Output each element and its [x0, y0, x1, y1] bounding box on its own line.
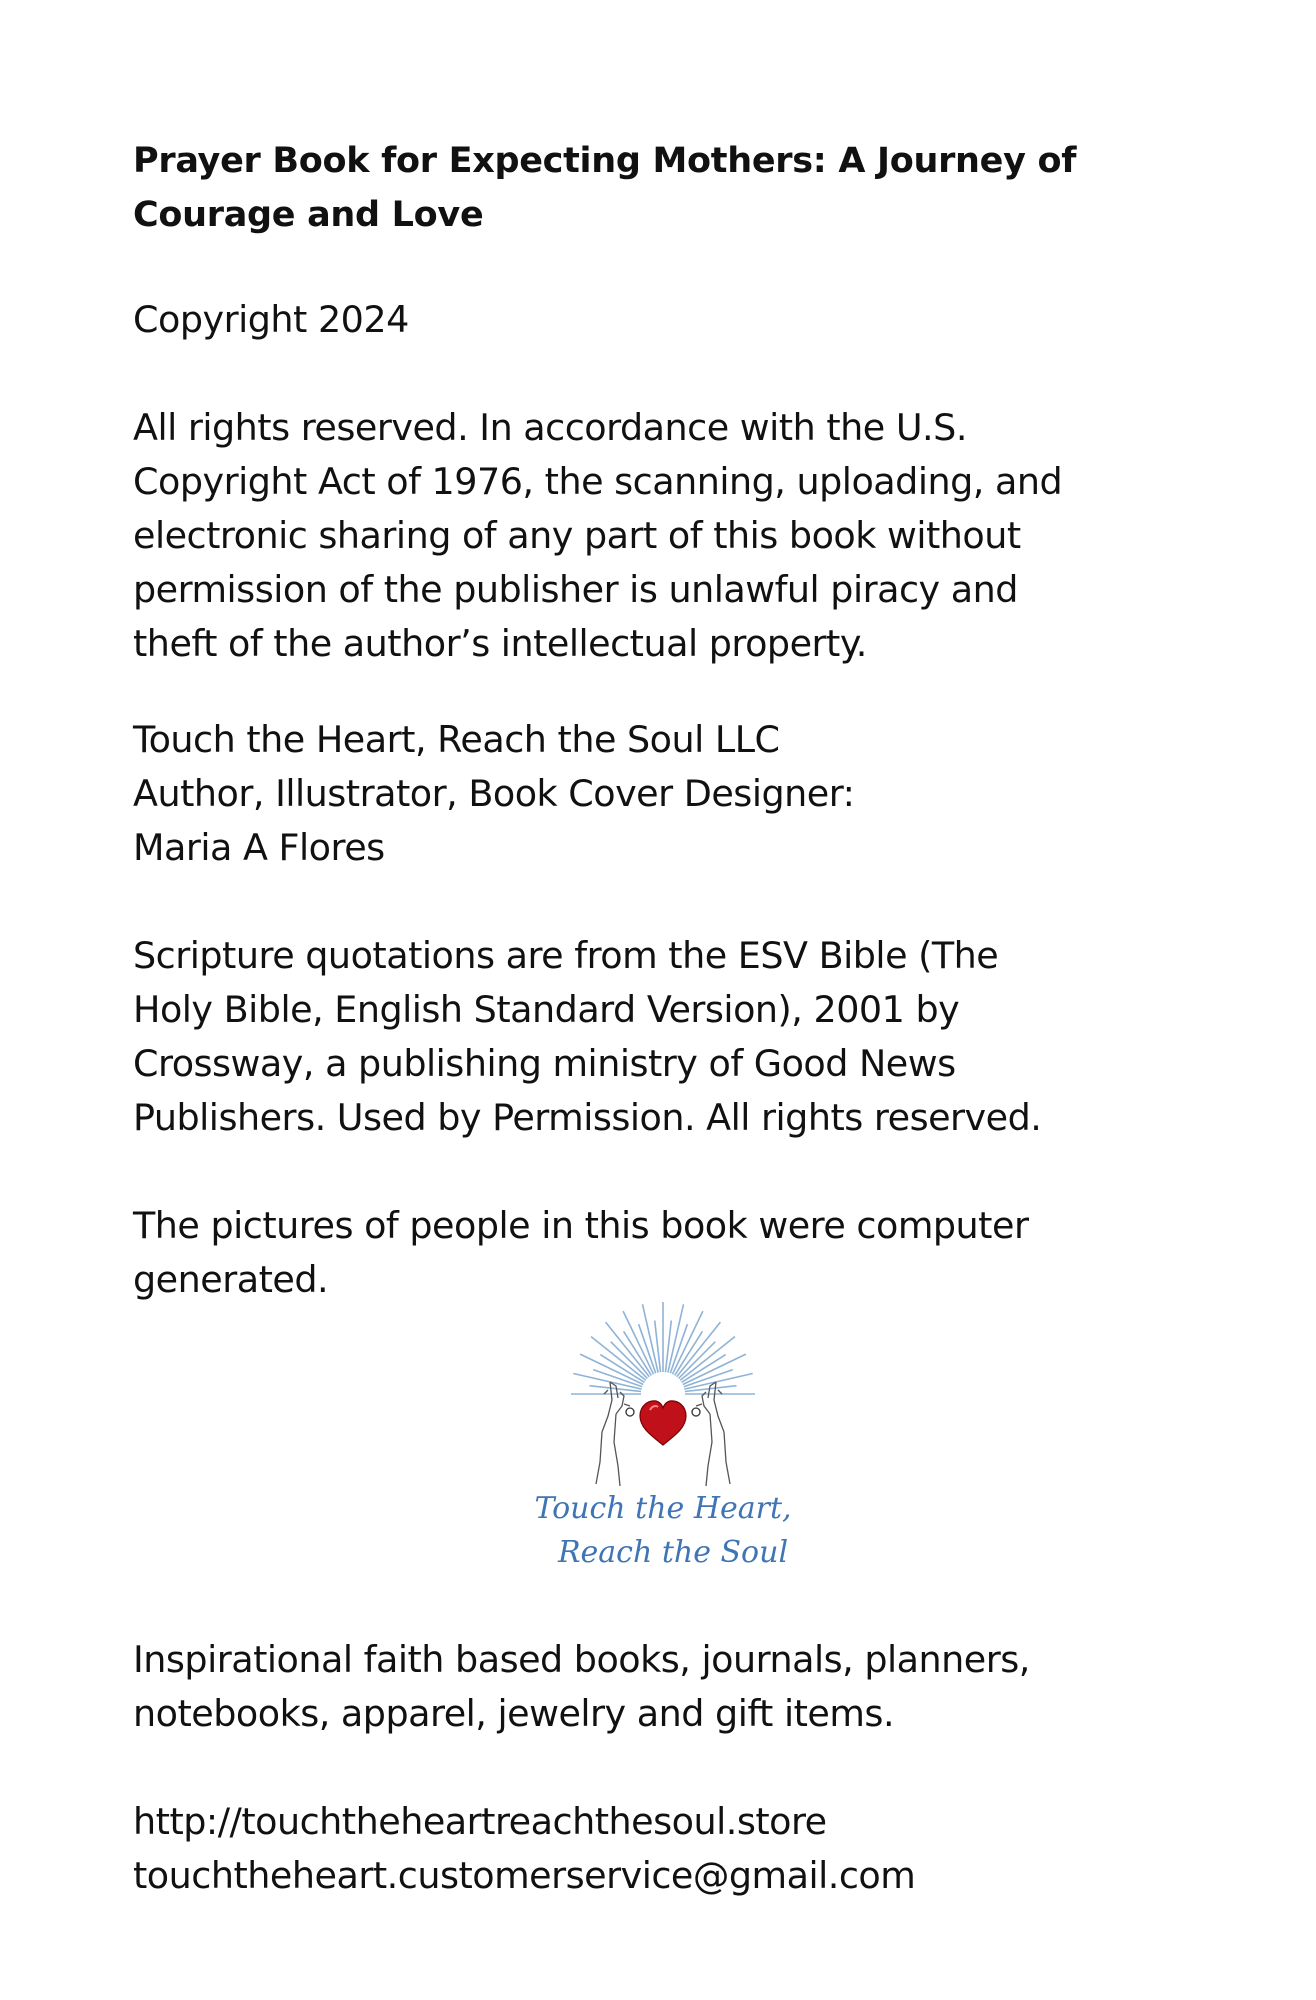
- left-hand-icon: [596, 1382, 634, 1486]
- heart-icon: [640, 1401, 686, 1445]
- sun-ray: [591, 1337, 646, 1381]
- copyright-notice: Copyright 2024: [133, 298, 409, 341]
- sun-ray: [573, 1374, 641, 1390]
- publisher-block: [133, 713, 1193, 875]
- rights-line: Copyright Act of 1976, the scanning, uploading, and: [133, 460, 1063, 503]
- scripture-line: Publishers. Used by Permission. All rights reserved.: [133, 1096, 1042, 1139]
- sun-ray: [680, 1337, 735, 1381]
- sun-ray: [643, 1304, 659, 1372]
- sun-rays-icon: [571, 1302, 755, 1394]
- pictures-line: generated.: [133, 1258, 329, 1301]
- tagline-line: Inspirational faith based books, journals, planners,: [133, 1638, 1030, 1681]
- sun-ray: [677, 1322, 721, 1377]
- scripture-line: Scripture quotations are from the ESV Bible (The: [133, 934, 999, 977]
- pictures-line: The pictures of people in this book were computer: [133, 1204, 1029, 1247]
- right-hand-icon: [692, 1382, 730, 1486]
- rights-line: theft of the author’s intellectual property.: [133, 622, 867, 665]
- logo-script-line-2: Reach the Soul: [557, 1535, 789, 1570]
- rights-statement: [133, 401, 1193, 671]
- book-title-line-1: Prayer Book for Expecting Mothers: A Journey of: [133, 141, 1077, 181]
- sun-ray: [668, 1304, 684, 1372]
- rights-line: All rights reserved. In accordance with the U.S.: [133, 406, 967, 449]
- scripture-line: Holy Bible, English Standard Version), 2001 by: [133, 988, 960, 1031]
- email-link[interactable]: touchtheheart.customerservice@gmail.com: [133, 1854, 916, 1897]
- book-title-line-2: Courage and Love: [133, 195, 484, 235]
- sun-ray: [606, 1322, 650, 1377]
- author-name: Maria A Flores: [133, 826, 385, 869]
- logo-script-line-1: Touch the Heart,: [534, 1491, 792, 1526]
- website-link[interactable]: http://touchtheheartreachthesoul.store: [133, 1800, 827, 1843]
- scripture-notice: [133, 929, 1193, 1145]
- scripture-line: Crossway, a publishing ministry of Good News: [133, 1042, 956, 1085]
- sun-ray: [580, 1354, 643, 1384]
- rights-line: electronic sharing of any part of this book without: [133, 514, 1021, 557]
- sun-ray: [623, 1311, 653, 1374]
- tagline: [133, 1633, 1193, 1741]
- publisher-name: Touch the Heart, Reach the Soul LLC: [133, 718, 780, 761]
- tagline-line: notebooks, apparel, jewelry and gift items.: [133, 1692, 895, 1735]
- rights-line: permission of the publisher is unlawful piracy and: [133, 568, 1018, 611]
- sun-ray: [683, 1354, 746, 1384]
- copyright-page: [133, 134, 1193, 1903]
- contact-block: [133, 1795, 1193, 1903]
- heart-with-hands-and-rays-logo-icon: [490, 1282, 836, 1618]
- author-credit-label: Author, Illustrator, Book Cover Designer:: [133, 772, 855, 815]
- book-title: [133, 134, 1193, 242]
- sun-ray: [684, 1374, 752, 1390]
- publisher-logo: [490, 1282, 836, 1618]
- sun-ray: [673, 1311, 703, 1374]
